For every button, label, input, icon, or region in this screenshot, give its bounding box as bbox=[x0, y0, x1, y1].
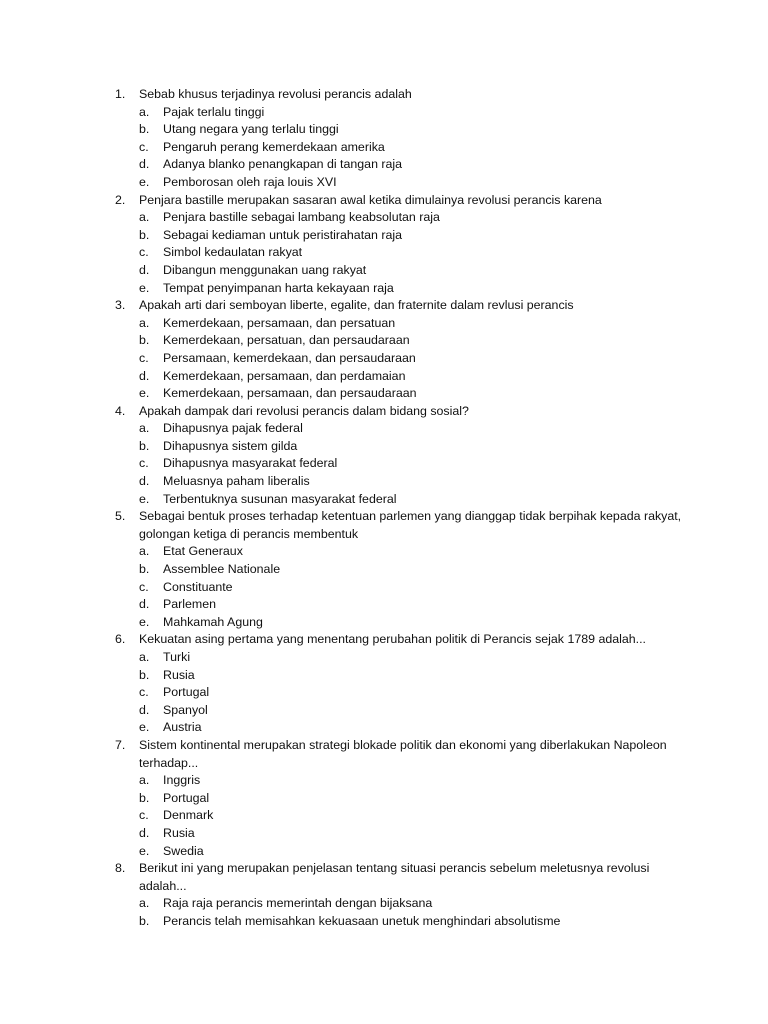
question-number: 4. bbox=[115, 403, 126, 418]
option-letter: d. bbox=[139, 474, 150, 489]
question-item bbox=[115, 192, 685, 298]
option-letter: e. bbox=[139, 491, 150, 506]
question-text: Sebagai bentuk proses terhadap ketentuan parlemen yang dianggap tidak berpihak kepada rakyat, golongan ketiga di perancis membentuk bbox=[139, 509, 682, 541]
option-letter: d. bbox=[139, 157, 150, 172]
answer-option bbox=[115, 368, 685, 386]
option-text: Kemerdekaan, persatuan, dan persaudaraan bbox=[163, 333, 410, 348]
answer-option bbox=[115, 473, 685, 491]
answer-option bbox=[115, 104, 685, 122]
answer-option bbox=[115, 913, 685, 931]
question-item bbox=[115, 631, 685, 737]
option-text: Rusia bbox=[163, 825, 195, 840]
question-text: Sebab khusus terjadinya revolusi perancis adalah bbox=[139, 87, 412, 101]
question-list bbox=[115, 86, 685, 931]
option-text: Pajak terlalu tinggi bbox=[163, 104, 265, 119]
option-letter: b. bbox=[139, 333, 150, 348]
option-text: Dihapusnya masyarakat federal bbox=[163, 456, 338, 471]
option-text: Meluasnya paham liberalis bbox=[163, 474, 310, 489]
option-text: Rusia bbox=[163, 667, 195, 682]
answer-option bbox=[115, 772, 685, 790]
option-text: Swedia bbox=[163, 843, 204, 858]
option-letter: d. bbox=[139, 825, 150, 840]
option-letter: a. bbox=[139, 421, 150, 436]
question-item bbox=[115, 297, 685, 403]
option-text: Simbol kedaulatan rakyat bbox=[163, 245, 303, 260]
option-text: Denmark bbox=[163, 808, 214, 823]
option-letter: c. bbox=[139, 245, 149, 260]
question-row bbox=[115, 403, 685, 421]
option-letter: b. bbox=[139, 122, 150, 137]
option-text: Assemblee Nationale bbox=[163, 562, 281, 577]
question-item bbox=[115, 403, 685, 509]
option-text: Utang negara yang terlalu tinggi bbox=[163, 122, 339, 137]
question-item bbox=[115, 860, 685, 930]
option-text: Kemerdekaan, persamaan, dan persatuan bbox=[163, 315, 396, 330]
option-letter: c. bbox=[139, 350, 149, 365]
answer-option bbox=[115, 244, 685, 262]
option-letter: b. bbox=[139, 562, 150, 577]
option-text: Tempat penyimpanan harta kekayaan raja bbox=[163, 280, 394, 295]
option-text: Austria bbox=[163, 720, 202, 735]
answer-option bbox=[115, 561, 685, 579]
question-text: Penjara bastille merupakan sasaran awal ketika dimulainya revolusi perancis karena bbox=[139, 192, 602, 207]
answer-option bbox=[115, 227, 685, 245]
answer-option bbox=[115, 684, 685, 702]
answer-option bbox=[115, 825, 685, 843]
answer-option bbox=[115, 420, 685, 438]
option-text: Dibangun menggunakan uang rakyat bbox=[163, 262, 367, 277]
answer-option bbox=[115, 209, 685, 227]
answer-option bbox=[115, 438, 685, 456]
answer-option bbox=[115, 174, 685, 192]
option-letter: e. bbox=[139, 720, 150, 735]
option-letter: e. bbox=[139, 614, 150, 629]
option-letter: c. bbox=[139, 685, 149, 700]
answer-option bbox=[115, 843, 685, 861]
answer-option bbox=[115, 385, 685, 403]
answer-option bbox=[115, 719, 685, 737]
option-letter: e. bbox=[139, 843, 150, 858]
option-text: Dihapusnya pajak federal bbox=[163, 421, 303, 436]
question-row bbox=[115, 508, 685, 543]
option-letter: e. bbox=[139, 386, 150, 401]
option-letter: a. bbox=[139, 773, 150, 788]
option-text: Spanyol bbox=[163, 702, 208, 717]
question-text: Berikut ini yang merupakan penjelasan tentang situasi perancis sebelum meletusnya revolusi adalah... bbox=[139, 861, 650, 893]
answer-option bbox=[115, 790, 685, 808]
question-text: Apakah arti dari semboyan liberte, egalite, dan fraternite dalam revlusi perancis bbox=[139, 298, 574, 313]
question-row bbox=[115, 192, 685, 210]
question-text: Sistem kontinental merupakan strategi blokade politik dan ekonomi yang diberlakukan Napoleon terhadap... bbox=[139, 737, 667, 770]
answer-option bbox=[115, 543, 685, 561]
option-text: Mahkamah Agung bbox=[163, 614, 263, 629]
option-text: Inggris bbox=[163, 773, 201, 788]
answer-option bbox=[115, 895, 685, 913]
question-row bbox=[115, 86, 685, 104]
option-text: Etat Generaux bbox=[163, 544, 243, 559]
question-row bbox=[115, 737, 685, 772]
option-text: Sebagai kediaman untuk peristirahatan raja bbox=[163, 227, 403, 242]
option-letter: c. bbox=[139, 579, 149, 594]
answer-option bbox=[115, 807, 685, 825]
option-letter: b. bbox=[139, 438, 150, 453]
option-text: Pemborosan oleh raja louis XVI bbox=[163, 174, 337, 189]
question-text: Kekuatan asing pertama yang menentang perubahan politik di Perancis sejak 1789 adalah... bbox=[139, 632, 646, 647]
question-number: 8. bbox=[115, 861, 126, 876]
question-row bbox=[115, 860, 685, 895]
option-text: Constituante bbox=[163, 579, 233, 594]
option-letter: a. bbox=[139, 896, 150, 911]
option-text: Kemerdekaan, persamaan, dan perdamaian bbox=[163, 368, 406, 383]
option-text: Turki bbox=[163, 650, 191, 664]
answer-option bbox=[115, 649, 685, 667]
answer-option bbox=[115, 579, 685, 597]
question-row bbox=[115, 297, 685, 315]
answer-option bbox=[115, 139, 685, 157]
option-letter: a. bbox=[139, 315, 150, 330]
option-letter: c. bbox=[139, 456, 149, 471]
option-letter: b. bbox=[139, 667, 150, 682]
answer-option bbox=[115, 596, 685, 614]
answer-option bbox=[115, 332, 685, 350]
option-letter: e. bbox=[139, 280, 150, 295]
option-letter: a. bbox=[139, 104, 150, 119]
option-letter: b. bbox=[139, 227, 150, 242]
question-number: 5. bbox=[115, 509, 126, 524]
option-text: Penjara bastille sebagai lambang keabsolutan raja bbox=[163, 210, 440, 225]
option-letter: d. bbox=[139, 262, 150, 277]
option-text: Kemerdekaan, persamaan, dan persaudaraan bbox=[163, 386, 417, 401]
option-text: Raja raja perancis memerintah dengan bijaksana bbox=[163, 896, 433, 911]
option-letter: d. bbox=[139, 368, 150, 383]
question-number: 7. bbox=[115, 737, 126, 752]
answer-option bbox=[115, 455, 685, 473]
option-letter: a. bbox=[139, 544, 150, 559]
option-text: Portugal bbox=[163, 790, 210, 805]
option-text: Terbentuknya susunan masyarakat federal bbox=[163, 491, 397, 506]
answer-option bbox=[115, 156, 685, 174]
option-letter: b. bbox=[139, 790, 150, 805]
option-letter: a. bbox=[139, 210, 150, 225]
option-letter: c. bbox=[139, 139, 149, 154]
option-letter: d. bbox=[139, 702, 150, 717]
answer-option bbox=[115, 315, 685, 333]
option-letter: e. bbox=[139, 174, 150, 189]
answer-option bbox=[115, 262, 685, 280]
option-letter: c. bbox=[139, 808, 149, 823]
question-number: 2. bbox=[115, 192, 126, 207]
question-number: 3. bbox=[115, 298, 126, 313]
option-text: Persamaan, kemerdekaan, dan persaudaraan bbox=[163, 350, 416, 365]
answer-option bbox=[115, 121, 685, 139]
question-number: 6. bbox=[115, 632, 126, 647]
option-text: Parlemen bbox=[163, 597, 217, 612]
option-text: Dihapusnya sistem gilda bbox=[163, 438, 298, 453]
option-text: Portugal bbox=[163, 685, 210, 700]
option-letter: d. bbox=[139, 597, 150, 612]
option-text: Pengaruh perang kemerdekaan amerika bbox=[163, 139, 385, 154]
option-text: Adanya blanko penangkapan di tangan raja bbox=[163, 157, 403, 172]
question-item bbox=[115, 86, 685, 192]
answer-option bbox=[115, 667, 685, 685]
answer-option bbox=[115, 491, 685, 509]
answer-option bbox=[115, 350, 685, 368]
question-text: Apakah dampak dari revolusi perancis dalam bidang sosial? bbox=[139, 403, 469, 418]
answer-option bbox=[115, 280, 685, 298]
option-letter: a. bbox=[139, 650, 150, 664]
option-letter: b. bbox=[139, 913, 150, 928]
question-item bbox=[115, 508, 685, 631]
question-row bbox=[115, 631, 685, 649]
answer-option bbox=[115, 614, 685, 632]
question-number: 1. bbox=[115, 87, 126, 101]
answer-option bbox=[115, 702, 685, 720]
option-text: Perancis telah memisahkan kekuasaan unetuk menghindari absolutisme bbox=[163, 913, 561, 928]
question-item bbox=[115, 737, 685, 860]
